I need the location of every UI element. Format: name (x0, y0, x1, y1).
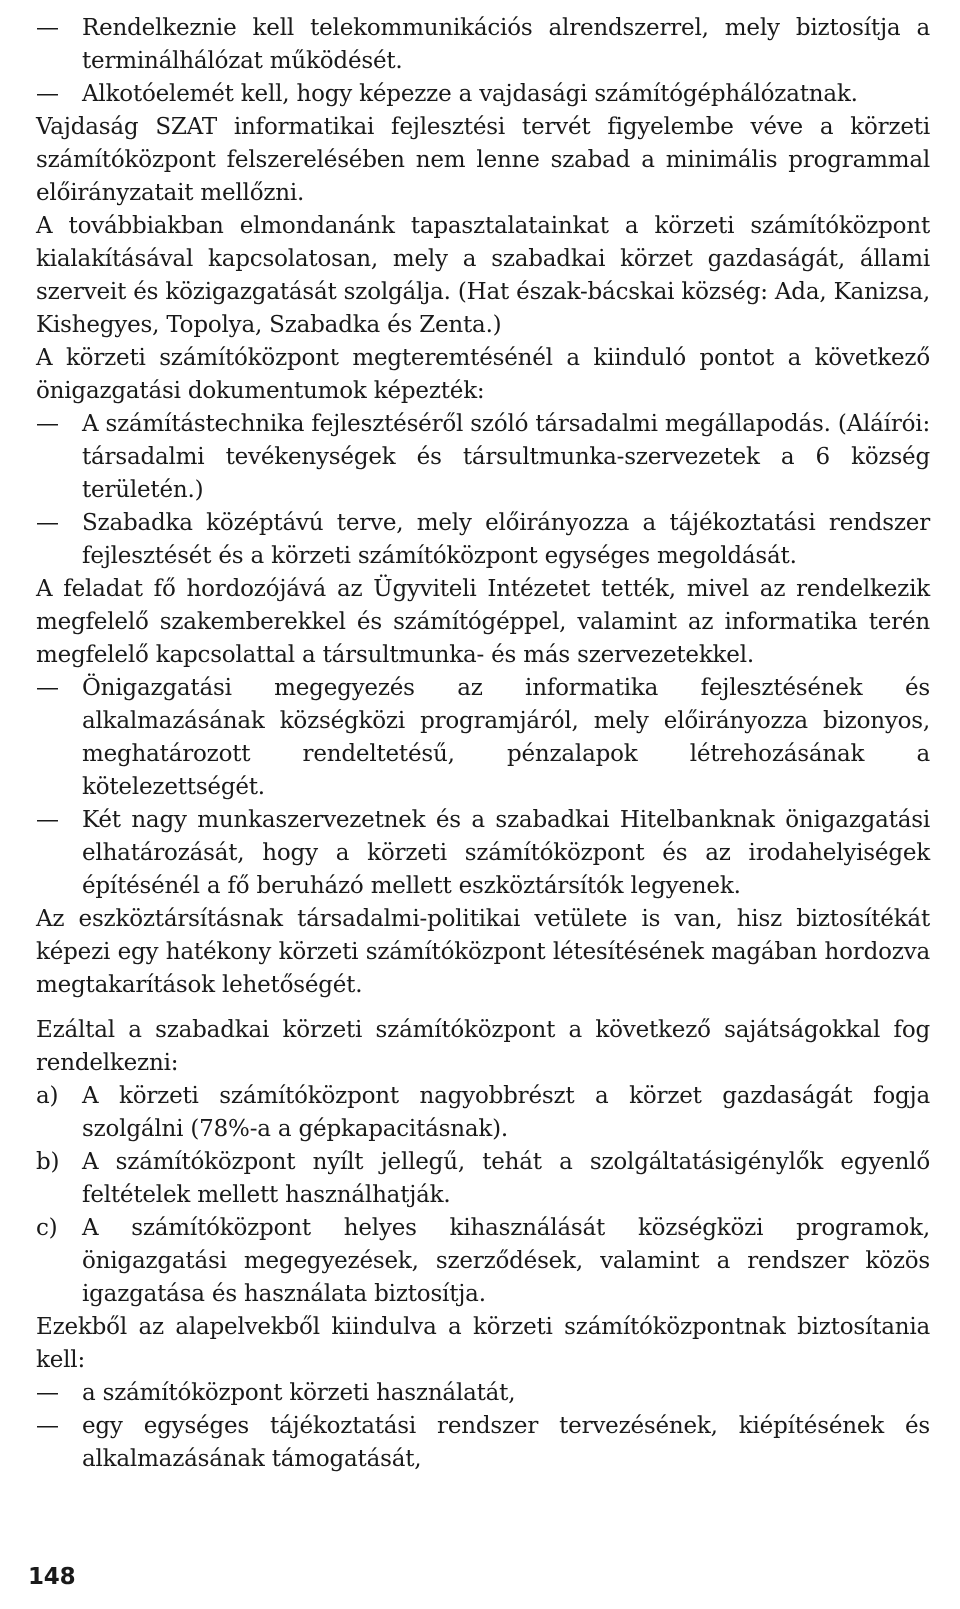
lettered-item (36, 1146, 930, 1212)
dash-item: — Alkotóelemét kell, hogy képezze a vajdasági számítógéphálózatnak. (36, 78, 930, 111)
paragraph: A továbbiakban elmondanánk tapasztalatainkat a körzeti számítóközpont kialakításával kapcsolatosan, mely a szabadkai körzet gazdaságát, állami szerveit és közigazgatását szolgálja. (Hat észak-bácskai község: Ada, Kanizsa, Kishegyes, Topolya, Szabadka és Zenta.) (36, 213, 930, 338)
lettered-item (36, 1080, 930, 1146)
item-text: A számítóközpont helyes kihasználását községközi programok, önigazgatási megegyezések, szerződések, valamint a rendszer közös igazgatása és használata biztosítja. (82, 1215, 930, 1307)
item-label: c) (36, 1215, 58, 1241)
item-label: a) (36, 1083, 59, 1109)
item-text: A számítóközpont nyílt jellegű, tehát a szolgáltatásigénylők egyenlő feltételek mellett használhatják. (82, 1149, 930, 1208)
dash-item: — Önigazgatási megegyezés az informatika fejlesztésének és alkalmazásának községközi programjáról, mely előirányozza bizonyos, meghatározott rendeltetésű, pénzalapok létrehozásának a kötelezettségét. (36, 672, 930, 804)
item-text: A körzeti számítóközpont nagyobbrészt a körzet gazdaságát fogja szolgálni (78%-a a gépkapacitásnak). (82, 1083, 930, 1142)
dash-item: — Szabadka középtávú terve, mely előirányozza a tájékoztatási rendszer fejlesztését és a körzeti számítóközpont egységes megoldását. (36, 507, 930, 573)
paragraph: A feladat fő hordozójává az Ügyviteli Intézetet tették, mivel az rendelkezik megfelelő szakemberekkel és számítógéppel, valamint az informatika terén megfelelő kapcsolattal a társultmunka- és más szervezetekkel. (36, 576, 930, 668)
text-block-2 (36, 1014, 930, 1476)
lettered-item (36, 1212, 930, 1311)
paragraph: Ezekből az alapelvekből kiindulva a körzeti számítóközpontnak biztosítania kell: (36, 1314, 930, 1373)
paragraph: Ezáltal a szabadkai körzeti számítóközpont a következő sajátságokkal fog rendelkezni: (36, 1017, 930, 1076)
dash-item: — a számítóközpont körzeti használatát, (36, 1377, 930, 1410)
dash-item: — A számítástechnika fejlesztéséről szóló társadalmi megállapodás. (Aláírói: társadalmi tevékenységek és társultmunka-szervezetek a 6 község területén.) (36, 408, 930, 507)
item-label: b) (36, 1149, 60, 1175)
dash-item: — Rendelkeznie kell telekommunikációs alrendszerrel, mely biztosítja a terminálhálózat működését. (36, 12, 930, 78)
paragraph: A körzeti számítóközpont megteremtésénél a kiinduló pontot a következő önigazgatási dokumentumok képezték: (36, 345, 930, 404)
dash-item: — egy egységes tájékoztatási rendszer tervezésének, kiépítésének és alkalmazásának támogatását, (36, 1410, 930, 1476)
paragraph: Az eszköztársításnak társadalmi-politikai vetülete is van, hisz biztosítékát képezi egy hatékony körzeti számítóközpont létesítésének magában hordozva megtakarítások lehetőségét. (36, 906, 930, 998)
dash-item: — Két nagy munkaszervezetnek és a szabadkai Hitelbanknak önigazgatási elhatározását, hogy a körzeti számítóközpont és az irodahelyiségek építésénél a fő beruházó mellett eszköztársítók legyenek. (36, 804, 930, 903)
paragraph: Vajdaság SZAT informatikai fejlesztési tervét figyelembe véve a körzeti számítóközpont felszerelésében nem lenne szabad a minimális programmal előirányzatait mellőzni. (36, 114, 930, 206)
text-block-1 (36, 12, 930, 1002)
page-number: 148 (28, 1564, 76, 1590)
